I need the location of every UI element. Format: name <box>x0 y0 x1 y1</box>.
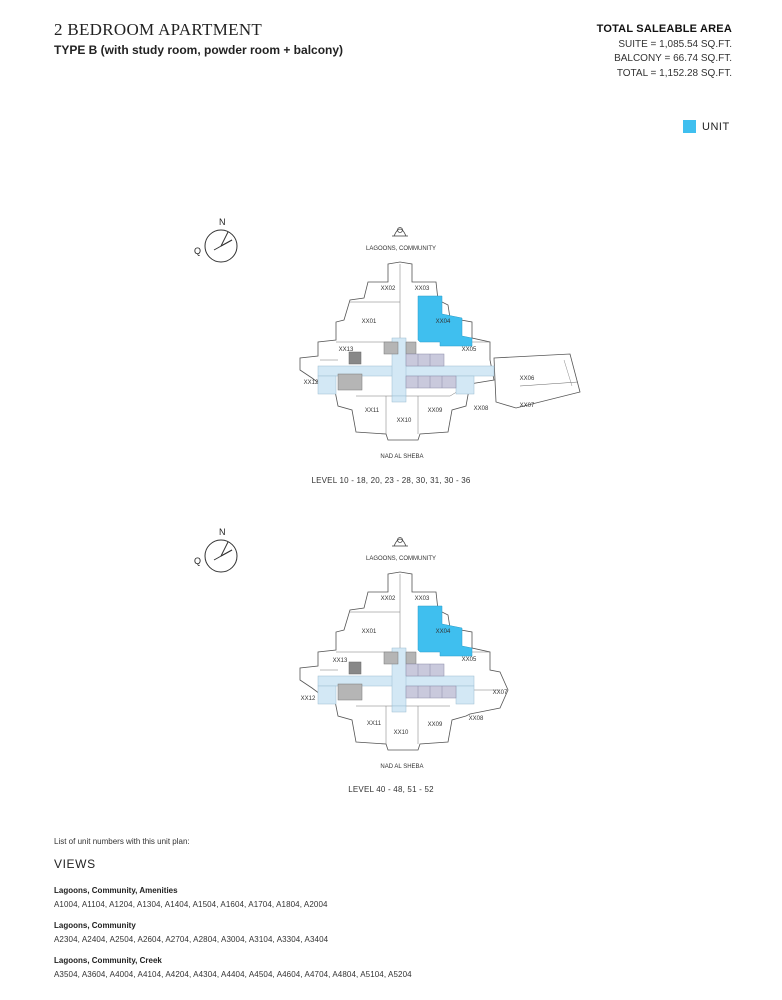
plan-top-label: LAGOONS, COMMUNITY <box>365 556 437 562</box>
saleable-area-block <box>597 22 732 81</box>
plan-level-label: LEVEL 10 - 18, 20, 23 - 28, 30, 31, 30 - 36 <box>311 476 471 485</box>
plan-bottom-label: NAD AL SHEBA <box>380 764 424 770</box>
area-balcony: BALCONY = 66.74 SQ.FT. <box>614 53 732 64</box>
unit-label: XX08 <box>473 406 489 412</box>
unit-label: XX07 <box>519 403 535 409</box>
page-subtitle: TYPE B (with study room, powder room + balcony) <box>54 43 344 57</box>
unit-list-intro: List of unit numbers with this unit plan: <box>54 837 190 846</box>
floor-plan-2 <box>0 520 782 780</box>
east-wing-outline <box>494 354 580 408</box>
unit-label: XX12 <box>300 696 316 702</box>
view-name: Lagoons, Community, Amenities <box>54 886 178 895</box>
unit-label: XX09 <box>427 408 443 414</box>
view-name: Lagoons, Community <box>54 921 136 930</box>
view-group <box>54 956 412 979</box>
unit-legend-label: UNIT <box>702 120 730 133</box>
unit-label: XX05 <box>461 347 477 353</box>
unit-label: XX08 <box>468 716 484 722</box>
unit-label: XX02 <box>380 596 396 602</box>
compass-q: Q <box>194 556 202 566</box>
unit-label: XX13 <box>332 658 348 664</box>
unit-label: XX10 <box>393 730 409 736</box>
lagoon-icon <box>392 538 408 547</box>
unit-label: XX05 <box>461 657 477 663</box>
unit-label: XX03 <box>414 286 430 292</box>
area-suite: SUITE = 1,085.54 SQ.FT. <box>618 38 732 50</box>
view-group <box>54 921 328 944</box>
page-title: 2 BEDROOM APARTMENT <box>54 20 263 39</box>
compass-icon <box>194 527 237 572</box>
compass-north: N <box>219 217 226 227</box>
unit-label: XX12 <box>303 380 319 386</box>
lagoon-icon <box>392 228 408 237</box>
compass-icon <box>194 217 237 262</box>
view-group <box>54 886 328 909</box>
unit-label: XX13 <box>338 347 354 353</box>
view-name: Lagoons, Community, Creek <box>54 956 162 965</box>
floor-plan-1 <box>0 210 782 470</box>
unit-legend-swatch <box>683 120 696 133</box>
view-units: A3504, A3604, A4004, A4104, A4204, A4304, A4404, A4504, A4604, A4704, A4804, A5104, A5204 <box>54 970 412 979</box>
unit-label: XX02 <box>380 286 396 292</box>
unit-label: XX01 <box>361 319 377 325</box>
view-units: A1004, A1104, A1204, A1304, A1404, A1504, A1604, A1704, A1804, A2004 <box>54 900 328 909</box>
compass-q: Q <box>194 246 202 256</box>
area-title: TOTAL SALEABLE AREA <box>596 23 732 35</box>
unit-label: XX06 <box>519 376 535 382</box>
unit-label: XX09 <box>427 722 443 728</box>
unit-label: XX10 <box>396 418 412 424</box>
unit-label: XX03 <box>414 596 430 602</box>
unit-legend <box>683 120 730 133</box>
unit-label: XX11 <box>364 408 380 414</box>
unit-label: XX11 <box>366 721 382 727</box>
view-units: A2304, A2404, A2504, A2604, A2704, A2804, A3004, A3104, A3304, A3404 <box>54 935 329 944</box>
unit-label: XX07 <box>492 690 508 696</box>
plan-top-label: LAGOONS, COMMUNITY <box>365 246 437 252</box>
area-total: TOTAL = 1,152.28 SQ.FT. <box>616 67 732 79</box>
compass-north: N <box>219 527 226 537</box>
unit-label: XX04 <box>435 319 451 325</box>
unit-label: XX04 <box>435 629 451 635</box>
plan-level-label: LEVEL 40 - 48, 51 - 52 <box>348 785 434 794</box>
unit-label: XX01 <box>361 629 377 635</box>
plan-bottom-label: NAD AL SHEBA <box>380 454 424 460</box>
views-heading: VIEWS <box>54 857 96 871</box>
